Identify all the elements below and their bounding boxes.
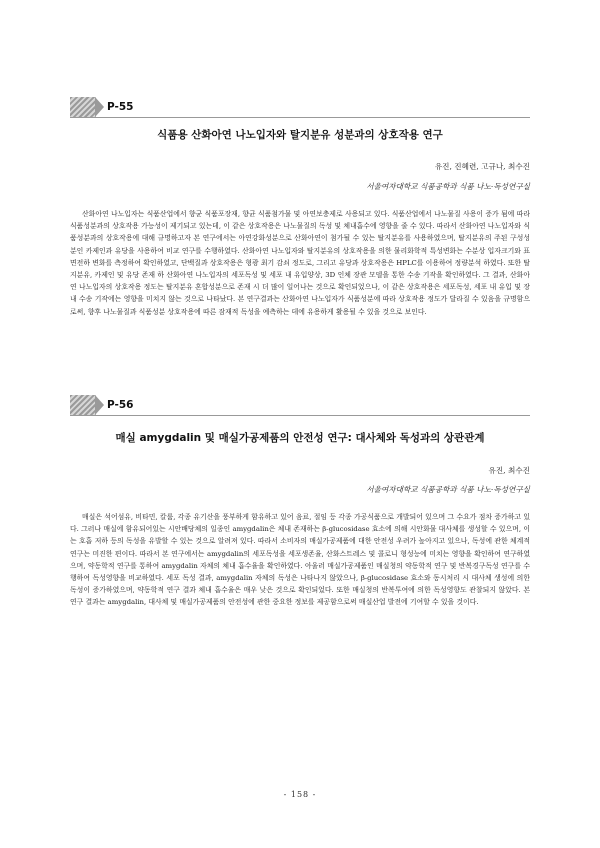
stripe-marker-icon bbox=[70, 97, 96, 117]
poster-tag-p55 bbox=[70, 97, 133, 117]
divider bbox=[70, 117, 530, 118]
authors: 유진, 최수진 bbox=[488, 466, 530, 475]
divider bbox=[70, 415, 530, 416]
poster-code: P-56 bbox=[107, 399, 134, 411]
affiliation: 서울여자대학교 식품공학과 식품 나노·독성연구실 bbox=[366, 485, 530, 494]
abstract-title: 식품용 산화아연 나노입자와 탈지분유 성분과의 상호작용 연구 bbox=[157, 129, 443, 141]
arrow-icon bbox=[95, 395, 104, 415]
page-number: - 158 - bbox=[283, 790, 317, 799]
stripe-marker-icon bbox=[70, 395, 96, 415]
affiliation: 서울여자대학교 식품공학과 식품 나노·독성연구실 bbox=[366, 182, 530, 191]
abstract-title: 매실 amygdalin 및 매실가공제품의 안전성 연구: 대사체와 독성과의 상관관계 bbox=[115, 432, 485, 444]
poster-code: P-55 bbox=[107, 101, 134, 113]
arrow-icon bbox=[95, 97, 104, 117]
authors: 유진, 진혜련, 고규나, 최수진 bbox=[434, 162, 530, 171]
abstract-body: 산화아연 나노입자는 식품산업에서 향균 식품포장재, 향균 식품첨가물 및 아연보충제로 사용되고 있다. 식품산업에서 나노물질 사용이 증가 됨에 따라 식품성분과의 상호작용 가능성이 제기되고 있는데, 이 같은 상호작용은 나노물질의 독성 및 체내흡수에 영향을 줄 수 있다. 따라서 산화아연 나노입자와 식품성분과의 상호작용에 대해 규명하고자 본 연구에서는 아연강화성분으로 산화아연이 첨가될 수 있는 탈지분유를 사용하였으며, 탈지분유의 주된 구성성분인 카제인과 유당을 사용하여 비교 연구를 수행하였다. 산화아연 나노입자와 탈지분유의 상호작용을 의한 물리화학적 특성변화는 수분상 입자크기와 표면전하 변화를 측정하여 확인하였고, 단백질과 상호작용은 형광 최기 감쇠 정도로, 그리고 유당과 상호작용은 HPLC를 이용하여 정량분석 하였다. 또한 탈지분유, 카제인 및 유당 존재 하 산화아연 나노입자의 세포독성 및 세포 내 유입양상, 3D 인체 장관 모델을 통한 수송 기작을 확인하였다. 그 결과, 산화아연 나노입자의 상호작용 정도는 탈지분유 혼합성분으로 존재 시 더 많이 일어나는 것으로 확인되었으나, 이 같은 상호작용은 세포독성, 세포 내 유입 및 장내 수송 기작에는 영향을 미치지 않는 것으로 나타났다. 본 연구결과는 산화아연 나노입자가 식품성분에 따라 상호작용 정도가 달라질 수 있음을 규명함으로써, 향후 나노물질과 식품성분 상호작용에 따른 잠재적 독성을 예측하는 데에 유용하게 활용될 수 있을 것으로 보인다. bbox=[70, 210, 530, 316]
abstract-body: 매실은 석어섬유, 비타민, 칼륨, 각종 유기산을 풍부하게 함유하고 있어 음료, 절임 등 각종 가공식품으로 개발되어 있으며 그 수요가 점차 증가하고 있다. 그러나 매실에 함유되어있는 시안배당체의 일종인 amygdalin은 체내 존재하는 β-glucosidase 효소에 의해 시안화물 대사체를 생성할 수 있으며, 이는 호흡 저하 등의 독성을 유발할 수 있는 것으로 알려져 있다. 따라서 소비자의 매실가공제품에 대한 안전성 우려가 높아지고 있으나, 독성에 관한 체계적 연구는 미진한 편이다. 따라서 본 연구에서는 amygdalin의 세포독성을 세포생존율, 산화스트레스 및 콜로니 형성능에 미치는 영향을 확인하여 연구하였으며, 약동학적 연구를 통하여 amygdalin 자체의 체내 흡수율을 확인하였다. 아울러 매실가공제품인 매실청의 약동학적 연구 및 반복경구독성 연구를 수행하여 독성영향을 비교하였다. 세포 독성 결과, amygdalin 자체의 독성은 나타나지 않았으나, β-glucosidase 효소와 동시처리 시 대사체 생성에 의한 독성이 증가하였으며, 약동학적 연구 결과 체내 흡수율은 매우 낮은 것으로 확인되었다. 또한 매실청의 반복투여에 의한 독성영향도 관찰되지 않았다. 본 연구 결과는 amygdalin, 대사체 및 매실가공제품의 안전성에 관한 중요한 정보를 제공함으로써 매실산업 발전에 기여할 수 있을 것이다. bbox=[70, 513, 530, 607]
poster-tag-p56 bbox=[70, 395, 133, 415]
